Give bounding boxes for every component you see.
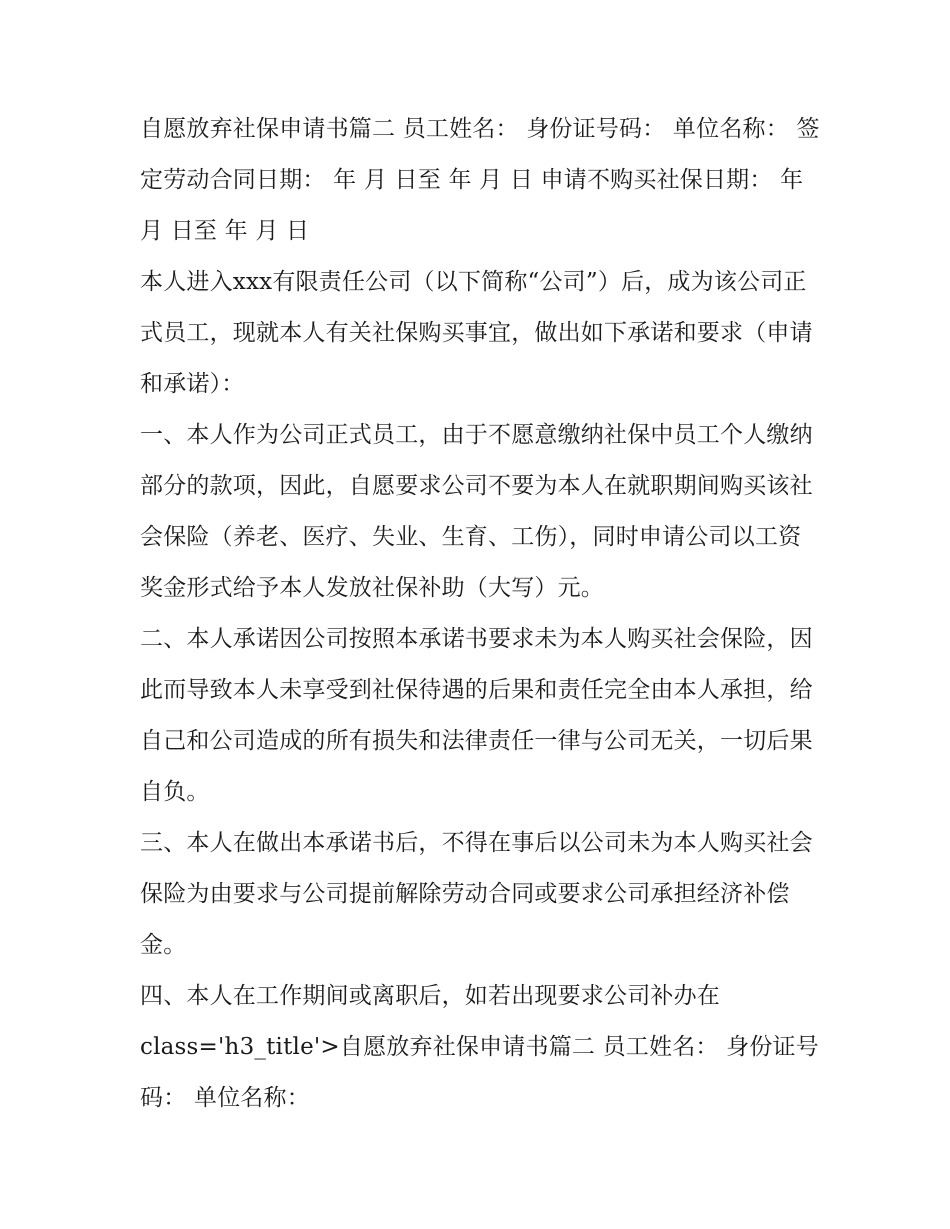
paragraph-clause-2: 二、本人承诺因公司按照本承诺书要求未为本人购买社会保险，因此而导致本人未享受到社保待遇的后果和责任完全由本人承担，给自己和公司造成的所有损失和法律责任一律与公司无关，一切后果自负。	[140, 626, 813, 805]
paragraph-clause-4: 四、本人在工作期间或离职后，如若出现要求公司补办在	[140, 983, 720, 1009]
paragraph-clause-1: 一、本人作为公司正式员工，由于不愿意缴纳社保中员工个人缴纳部分的款项，因此，自愿要求公司不要为本人在就职期间购买该社会保险（养老、医疗、失业、生育、工伤），同时申请公司以工资奖金形式给予本人发放社保补助（大写）元。	[140, 422, 813, 601]
document-body	[140, 104, 820, 1124]
paragraph-header-fields: 自愿放弃社保申请书篇二 员工姓名： 身份证号码： 单位名称： 签定劳动合同日期： 年 月 日至 年 月 日 申请不购买社保日期： 年 月 日至 年 月 日	[140, 116, 820, 244]
paragraph-intro: 本人进入xxx有限责任公司（以下简称“公司”）后，成为该公司正式员工，现就本人有关社保购买事宜，做出如下承诺和要求（申请和承诺）：	[140, 269, 813, 397]
paragraph-repeated-header: class='h3_title'>自愿放弃社保申请书篇二 员工姓名： 身份证号码： 单位名称：	[140, 1034, 819, 1111]
paragraph-clause-3: 三、本人在做出本承诺书后，不得在事后以公司未为本人购买社会保险为由要求与公司提前解除劳动合同或要求公司承担经济补偿金。	[140, 830, 813, 958]
